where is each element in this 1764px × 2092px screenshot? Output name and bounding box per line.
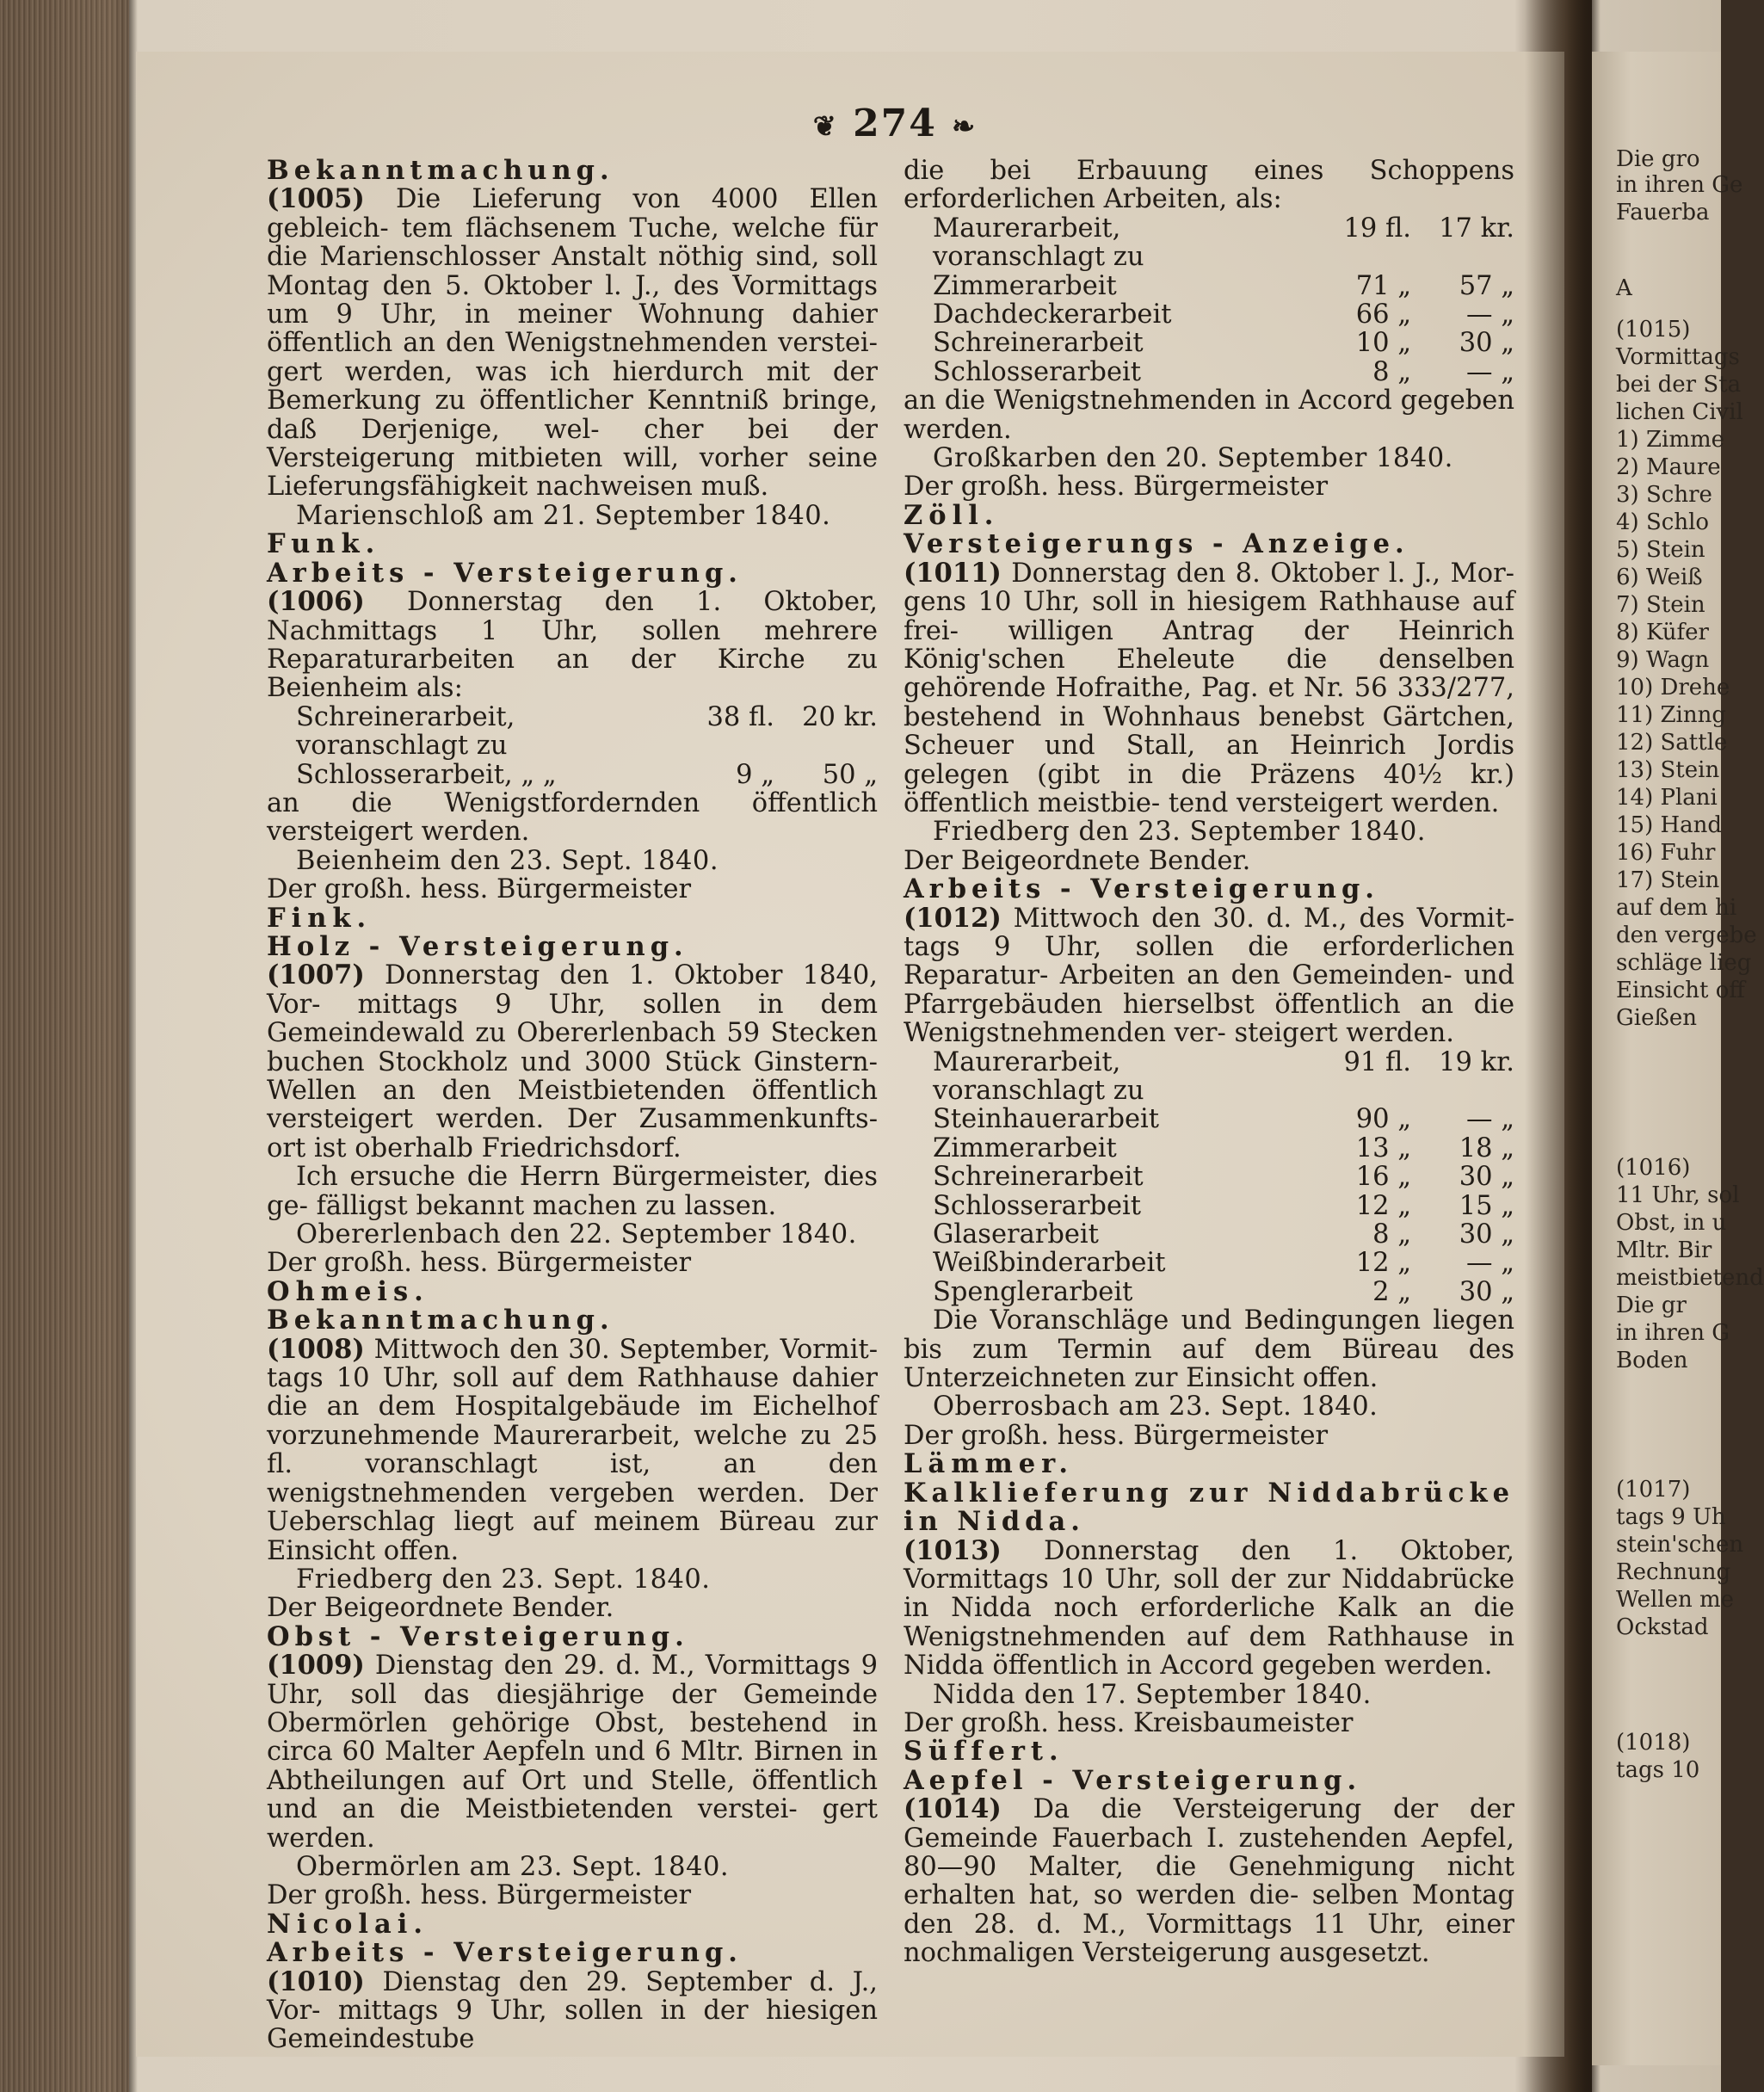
cost-row [904,300,1514,329]
facing-page-fragment: auf dem hi [1616,895,1737,921]
cost-item: Steinhauerarbeit [933,1104,1160,1135]
signatory-title: Der Beigeordnete Bender. [904,845,1251,876]
cost-florin: 8 „ [1372,1219,1411,1250]
notice-date: Beienheim den 23. Sept. 1840. [296,845,719,876]
cost-item: Zimmerarbeit [933,1132,1117,1163]
facing-page-fragment: Mltr. Bir [1616,1237,1712,1263]
cost-florin: 66 „ [1355,299,1411,330]
signatory-name: Zöll. [904,499,1000,531]
facing-page-fragment: 4) Schlo [1616,509,1710,535]
cost-row [267,761,878,789]
notice-date: Friedberg den 23. Sept. 1840. [296,1564,711,1595]
notice-number: (1005) [267,183,365,215]
facing-page-fragment: in ihren Ge [1616,172,1743,198]
notice-number: (1014) [904,1793,1002,1825]
cost-row [904,1220,1514,1249]
facing-page-fragment: 2) Maure [1616,454,1721,480]
facing-page-fragment: tags 10 [1616,1757,1700,1783]
notice-text: Die Voranschläge und Bedingungen liegen bis zum Termin auf dem Büreau des Unterzeichneten zur Einsicht offen. [904,1305,1514,1394]
notice-paragraph [904,1306,1514,1392]
cost-kreuzer: 57 „ [1459,270,1514,301]
facing-page-fragment: meistbietend [1616,1265,1764,1291]
facing-page-fragment: (1016) [1616,1155,1691,1181]
notice-date: Obererlenbach den 22. September 1840. [296,1219,857,1250]
facing-page-fragment: lichen Civil [1616,399,1743,425]
notice-text: Dienstag den 29. September d. J., Vor- mittags 9 Uhr, sollen in der hiesigen Gemeindestube [267,1966,878,2055]
facing-page-fragment: in ihren G [1616,1320,1730,1346]
cost-row [904,1249,1514,1277]
notice-paragraph [267,1651,878,1853]
cost-florin: 10 „ [1355,328,1411,359]
cost-kreuzer: 17 kr. [1439,213,1514,244]
cost-item: Schlosserarbeit, „ „ [296,759,557,790]
facing-page-fragment: 6) Weiß [1616,565,1703,590]
notice-date: Nidda den 17. September 1840. [933,1679,1372,1710]
cost-kreuzer: — „ [1466,1104,1514,1135]
notice-number: (1006) [267,586,365,618]
facing-page-fragment: 14) Plani [1616,785,1718,811]
signatory-title: Der großh. hess. Bürgermeister [267,1880,692,1911]
facing-page-fragment: den vergebe [1616,923,1757,948]
cost-row [267,703,878,761]
cost-row [904,358,1514,386]
notice-text: Donnerstag den 8. Oktober l. J., Mor- gens 10 Uhr, soll in hiesigem Rathhause auf frei- willigen Antrag der Heinrich König'schen Eheleute die denselben gehörende Hofraithe, Pag. et Nr. 56 333/277, bestehend in Wohnhaus benebst Gärtchen, Scheuer und Stall, an Heinrich Jordis gelegen (gibt in die Präzens 40½ kr.) öffentlich meistbie- tend versteigert werden. [904,558,1514,818]
cost-row [904,272,1514,300]
facing-page-fragment: Wellen me [1616,1587,1735,1613]
cost-florin: 19 fl. [1343,213,1411,244]
notice-title: Bekanntmachung. [267,155,614,186]
notice-title: Arbeits - Versteigerung. [267,1937,743,1969]
notice-text: an die Wenigstnehmenden in Accord gegeben werden. [904,386,1514,445]
cost-item: Schreinerarbeit [933,1162,1144,1193]
cost-item: Spenglerarbeit [933,1276,1133,1307]
signatory-title: Der großh. hess. Bürgermeister [267,874,692,905]
facing-page [1592,52,1764,2065]
facing-page-fragment: Boden [1616,1348,1688,1373]
signatory-title: Der großh. hess. Bürgermeister [267,1248,692,1279]
right-column [904,157,1514,1968]
page-edges [0,0,129,2092]
cost-item: Schreinerarbeit [933,328,1144,359]
cost-kreuzer: 18 „ [1459,1132,1514,1163]
cost-row [904,1048,1514,1106]
cost-kreuzer: — „ [1466,1248,1514,1279]
cost-kreuzer: 30 „ [1459,328,1514,359]
facing-page-fragment: 15) Hand [1616,812,1723,838]
notice-text: Ich ersuche die Herrn Bürgermeister, dies ge- fälligst bekannt machen zu lassen. [267,1162,878,1221]
ornament-right-icon: ❧ [952,109,978,143]
page-header [774,102,1015,145]
notice-paragraph [267,185,878,501]
cost-item: Maurerarbeit, voranschlagt zu [933,1046,1144,1106]
facing-page-fragment: 16) Fuhr [1616,840,1716,866]
facing-page-fragment: 12) Sattle [1616,730,1728,756]
facing-page-fragment: Gießen [1616,1005,1697,1031]
notice-number: (1008) [267,1333,365,1365]
notice-title: Obst - Versteigerung. [267,1620,689,1652]
signatory-title: Der großh. hess. Bürgermeister [904,1420,1329,1451]
notice-paragraph [267,789,878,847]
notice-paragraph [904,559,1514,818]
signatory-name: Nicolai. [267,1908,429,1940]
notice-paragraph [267,1333,879,1566]
cost-item: Weißbinderarbeit [933,1248,1166,1279]
notice-text: an die Wenigstfordernden öffentlich versteigert werden. [267,787,878,848]
ornament-left-icon: ❦ [812,109,838,143]
notice-paragraph [267,588,878,703]
facing-page-fragment: 10) Drehe [1616,675,1730,700]
notice-date: Großkarben den 20. September 1840. [933,443,1453,474]
facing-page-fragment: 11) Zinng [1616,702,1727,728]
cost-item: Dachdeckerarbeit [933,299,1172,330]
notice-paragraph [904,904,1514,1048]
notice-number: (1010) [267,1965,365,1997]
notice-text: Mittwoch den 30. September, Vormit- tags 10 Uhr, soll auf dem Rathhause dahier die an dem Hospitalgebäude im Eichelhof vorzunehmende Maurerarbeit, welche zu 25 fl. voranschlagt ist, an den wenigstnehmenden vergeben werden. Der Ueberschlag liegt auf meinem Büreau zur Einsicht offen. [267,1334,879,1566]
notice-number: (1012) [904,902,1002,934]
cost-florin: 8 „ [1372,356,1411,387]
facing-page-fragment: 9) Wagn [1616,647,1710,673]
notice-text: Donnerstag den 1. Oktober, Nachmittags 1 Uhr, sollen mehrere Reparaturarbeiten an der Kirche zu Beienheim als: [267,587,878,704]
notice-paragraph [267,961,878,1163]
signatory-name: Ohmeis. [267,1275,429,1307]
cost-item: Maurerarbeit, voranschlagt zu [933,213,1144,273]
cost-row [904,329,1514,357]
notice-paragraph [904,1795,1514,1967]
facing-page-fragment: (1015) [1616,317,1691,342]
notice-paragraph [904,157,1514,214]
signatory-name: Süffert. [904,1736,1064,1768]
cost-florin: 90 „ [1355,1104,1411,1135]
notice-number: (1009) [267,1650,365,1682]
cost-florin: 38 fl. [706,701,774,732]
facing-page-fragment: 1) Zimme [1616,427,1725,453]
facing-page-fragment: 5) Stein [1616,537,1705,563]
notice-number: (1011) [904,557,1002,589]
cost-item: Schreinerarbeit, voranschlagt zu [296,701,515,762]
notice-paragraph [904,386,1514,444]
notice-number: (1013) [904,1534,1002,1566]
cost-florin: 16 „ [1355,1162,1411,1193]
notice-title: Arbeits - Versteigerung. [904,873,1379,905]
cost-kreuzer: 20 kr. [802,701,878,732]
cost-kreuzer: 30 „ [1459,1162,1514,1193]
notice-paragraph [267,1163,878,1220]
cost-kreuzer: — „ [1466,356,1514,387]
facing-page-fragment: 11 Uhr, sol [1616,1182,1740,1208]
facing-page-fragment: Die gr [1616,1293,1687,1318]
cost-kreuzer: 50 „ [822,759,878,790]
facing-page-fragment: Die gro [1616,146,1700,172]
facing-page-fragment: 13) Stein [1616,757,1720,783]
cost-kreuzer: — „ [1466,299,1514,330]
cost-item: Schlosserarbeit [933,1190,1142,1221]
page-number: 274 [853,102,937,145]
notice-title: Bekanntmachung. [267,1305,614,1336]
notice-text: Mittwoch den 30. d. M., des Vormit- tags 9 Uhr, sollen die erforderlichen Reparatur- Arbeiten an den Gemeinden- und Pfarrgebäuden hierselbst öffentlich an die Wenigstnehmenden ver- steigert werden. [904,903,1515,1049]
signatory-title: Der großh. hess. Kreisbaumeister [904,1707,1354,1738]
facing-page-fragment: (1017) [1616,1477,1691,1503]
notice-date: Oberrosbach am 23. Sept. 1840. [933,1392,1379,1422]
facing-page-fragment: bei der Sta [1616,372,1742,398]
facing-page-fragment: Vormittags [1616,344,1740,370]
cost-row [904,1163,1514,1191]
notice-number: (1007) [267,960,365,991]
facing-page-fragment: stein'schen [1616,1532,1744,1558]
notice-date: Marienschloß am 21. September 1840. [296,500,831,531]
cost-row [904,1105,1514,1133]
facing-page-fragment: Ockstad [1616,1614,1709,1640]
cost-florin: 91 fl. [1343,1046,1411,1077]
notice-paragraph [904,1534,1514,1682]
cost-florin: 71 „ [1355,270,1411,301]
cost-kreuzer: 15 „ [1459,1190,1514,1221]
notice-text: Die Lieferung von 4000 Ellen gebleich- tem flächsenem Tuche, welche für die Marienschlosser Anstalt nöthig sind, soll Montag den 5. Oktober l. J., des Vormittags um 9 Uhr, in meiner Wohnung dahier öffentlich an den Wenigstnehmenden verstei- gert werden, was ich hierdurch mit der Bemerkung zu öffentlicher Kenntniß bringe, daß Derjenige, wel- cher bei der Versteigerung mitbieten will, vorher seine Lieferungsfähigkeit nachweisen muß. [267,184,878,503]
cost-row [904,1134,1514,1163]
facing-page-fragment: 8) Küfer [1616,620,1709,645]
signatory-name: Funk. [267,528,381,560]
notice-title: Aepfel - Versteigerung. [904,1764,1362,1796]
cost-florin: 9 „ [736,759,774,790]
facing-page-fragment: 17) Stein [1616,867,1720,893]
cost-item: Schlosserarbeit [933,356,1142,387]
notice-title: Versteigerungs - Anzeige. [904,528,1409,560]
cost-kreuzer: 30 „ [1459,1276,1514,1307]
facing-page-fragment: (1018) [1616,1730,1691,1756]
facing-page-fragment: 7) Stein [1616,592,1705,618]
facing-page-fragment: A [1616,275,1632,301]
notice-text: die bei Erbauung eines Schoppens erforderlichen Arbeiten, als: [904,156,1514,215]
notice-text: Donnerstag den 1. Oktober, Vormittags 10 Uhr, soll der zur Niddabrücke in Nidda noch erforderliche Kalk an die Wenigstnehmenden auf dem Rathhause in Nidda öffentlich in Accord gegeben werden. [904,1535,1514,1682]
notice-text: Donnerstag den 1. Oktober 1840, Vor- mittags 9 Uhr, sollen in dem Gemeindewald zu Obererlenbach 59 Stecken buchen Stockholz und 3000 Stück Ginstern-Wellen an den Meistbietenden öffentlich versteigert werden. Der Zusammenkunfts- ort ist oberhalb Friedrichsdorf. [267,960,878,1163]
notice-date: Obermörlen am 23. Sept. 1840. [296,1851,730,1882]
facing-page-fragment: Fauerba [1616,200,1710,225]
left-column [267,157,878,2054]
facing-page-fragment: Obst, in u [1616,1210,1727,1236]
notice-title: Kalklieferung zur Niddabrücke in Nidda. [904,1477,1514,1538]
cost-florin: 2 „ [1372,1276,1411,1307]
notice-text: Dienstag den 29. d. M., Vormittags 9 Uhr, soll das diesjährige der Gemeinde Obermörlen gehörige Obst, bestehend in circa 60 Malter Aepfeln und 6 Mltr. Birnen in Abtheilungen auf Ort und Stelle, öffentlich und an die Meistbietenden verstei- gert werden. [267,1651,878,1854]
facing-page-fragment: Einsicht off [1616,978,1745,1003]
facing-page-fragment: Rechnung [1616,1559,1731,1585]
notice-title: Arbeits - Versteigerung. [267,557,743,589]
facing-page-fragment: tags 9 Uh [1616,1504,1726,1530]
cost-florin: 12 „ [1355,1248,1411,1279]
cost-florin: 13 „ [1355,1132,1411,1163]
cost-kreuzer: 30 „ [1459,1219,1514,1250]
cost-row [904,214,1514,272]
cost-item: Zimmerarbeit [933,270,1117,301]
signatory-name: Lämmer. [904,1448,1075,1480]
cost-row [904,1192,1514,1220]
cost-row [904,1278,1514,1306]
notice-paragraph [267,1965,878,2055]
signatory-title: Der Beigeordnete Bender. [267,1593,614,1624]
signatory-title: Der großh. hess. Bürgermeister [904,472,1329,503]
facing-page-fragment: schläge lieg [1616,950,1752,976]
notice-text: Da die Versteigerung der der Gemeinde Fauerbach I. zustehenden Aepfel, 80—90 Malter, die Genehmigung nicht erhalten hat, so werden die- selben Montag den 28. d. M., Vormittags 11 Uhr, einer nochmaligen Versteigerung ausgesetzt. [904,1794,1514,1969]
facing-page-fragment: 3) Schre [1616,482,1712,508]
signatory-name: Fink. [267,902,373,934]
notice-date: Friedberg den 23. September 1840. [933,817,1426,848]
cost-kreuzer: 19 kr. [1439,1046,1514,1077]
cost-florin: 12 „ [1355,1190,1411,1221]
cost-item: Glaserarbeit [933,1219,1099,1250]
book-gutter [1525,0,1592,2092]
notice-title: Holz - Versteigerung. [267,930,688,962]
